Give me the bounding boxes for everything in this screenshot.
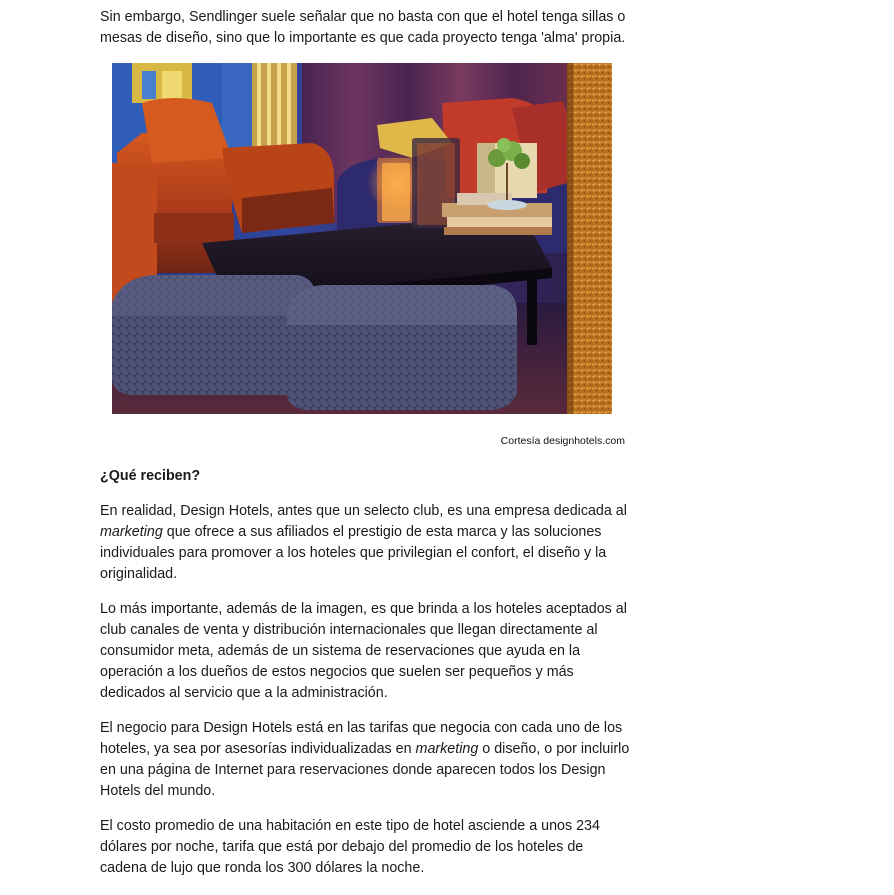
- paragraph-1: [100, 501, 630, 585]
- paragraph-1-text-a: En realidad, Design Hotels, antes que un selecto club, es una empresa dedicada al: [100, 503, 627, 519]
- paragraph-3-text-a: El negocio para Design Hotels está en las tarifas que negocia con cada uno de los hoteles, ya sea por asesorías individualizadas en: [100, 720, 623, 757]
- paragraph-1-emphasis: marketing: [100, 524, 163, 540]
- section-heading: ¿Qué reciben?: [100, 468, 201, 484]
- paragraph-3: [100, 718, 630, 802]
- photo-caption: Cortesía designhotels.com: [500, 435, 625, 447]
- paragraph-2: Lo más importante, además de la imagen, es que brinda a los hoteles aceptados al club canales de venta y distribución internacionales que llegan directamente al consumidor meta, además de un sistema de reservaciones que ayuda en la operación a los dueños de estos negocios que suelen ser pequeños y más dedicados al servicio que a la administración.: [100, 601, 627, 701]
- paragraph-3-emphasis: marketing: [415, 741, 479, 757]
- paragraph-4: El costo promedio de una habitación en este tipo de hotel asciende a unos 234 dólares por noche, tarifa que está por debajo del promedio de los hoteles de cadena de lujo que ronda los 300 dólares la noche.: [100, 818, 600, 876]
- paragraph-3-text-b: o diseño, o por incluirlo en una página de Internet para reservaciones donde aparecen todos los Design Hotels del mundo.: [100, 741, 630, 799]
- intro-paragraph: Sin embargo, Sendlinger suele señalar que no basta con que el hotel tenga sillas o mesas de diseño, sino que lo importante es que cada proyecto tenga 'alma' propia.: [100, 9, 626, 46]
- hotel-lounge-photo: [112, 63, 612, 414]
- paragraph-1-text-b: que ofrece a sus afiliados el prestigio de esta marca y las soluciones individuales para promover a los hoteles que privilegian el confort, el diseño y la originalidad.: [100, 524, 607, 582]
